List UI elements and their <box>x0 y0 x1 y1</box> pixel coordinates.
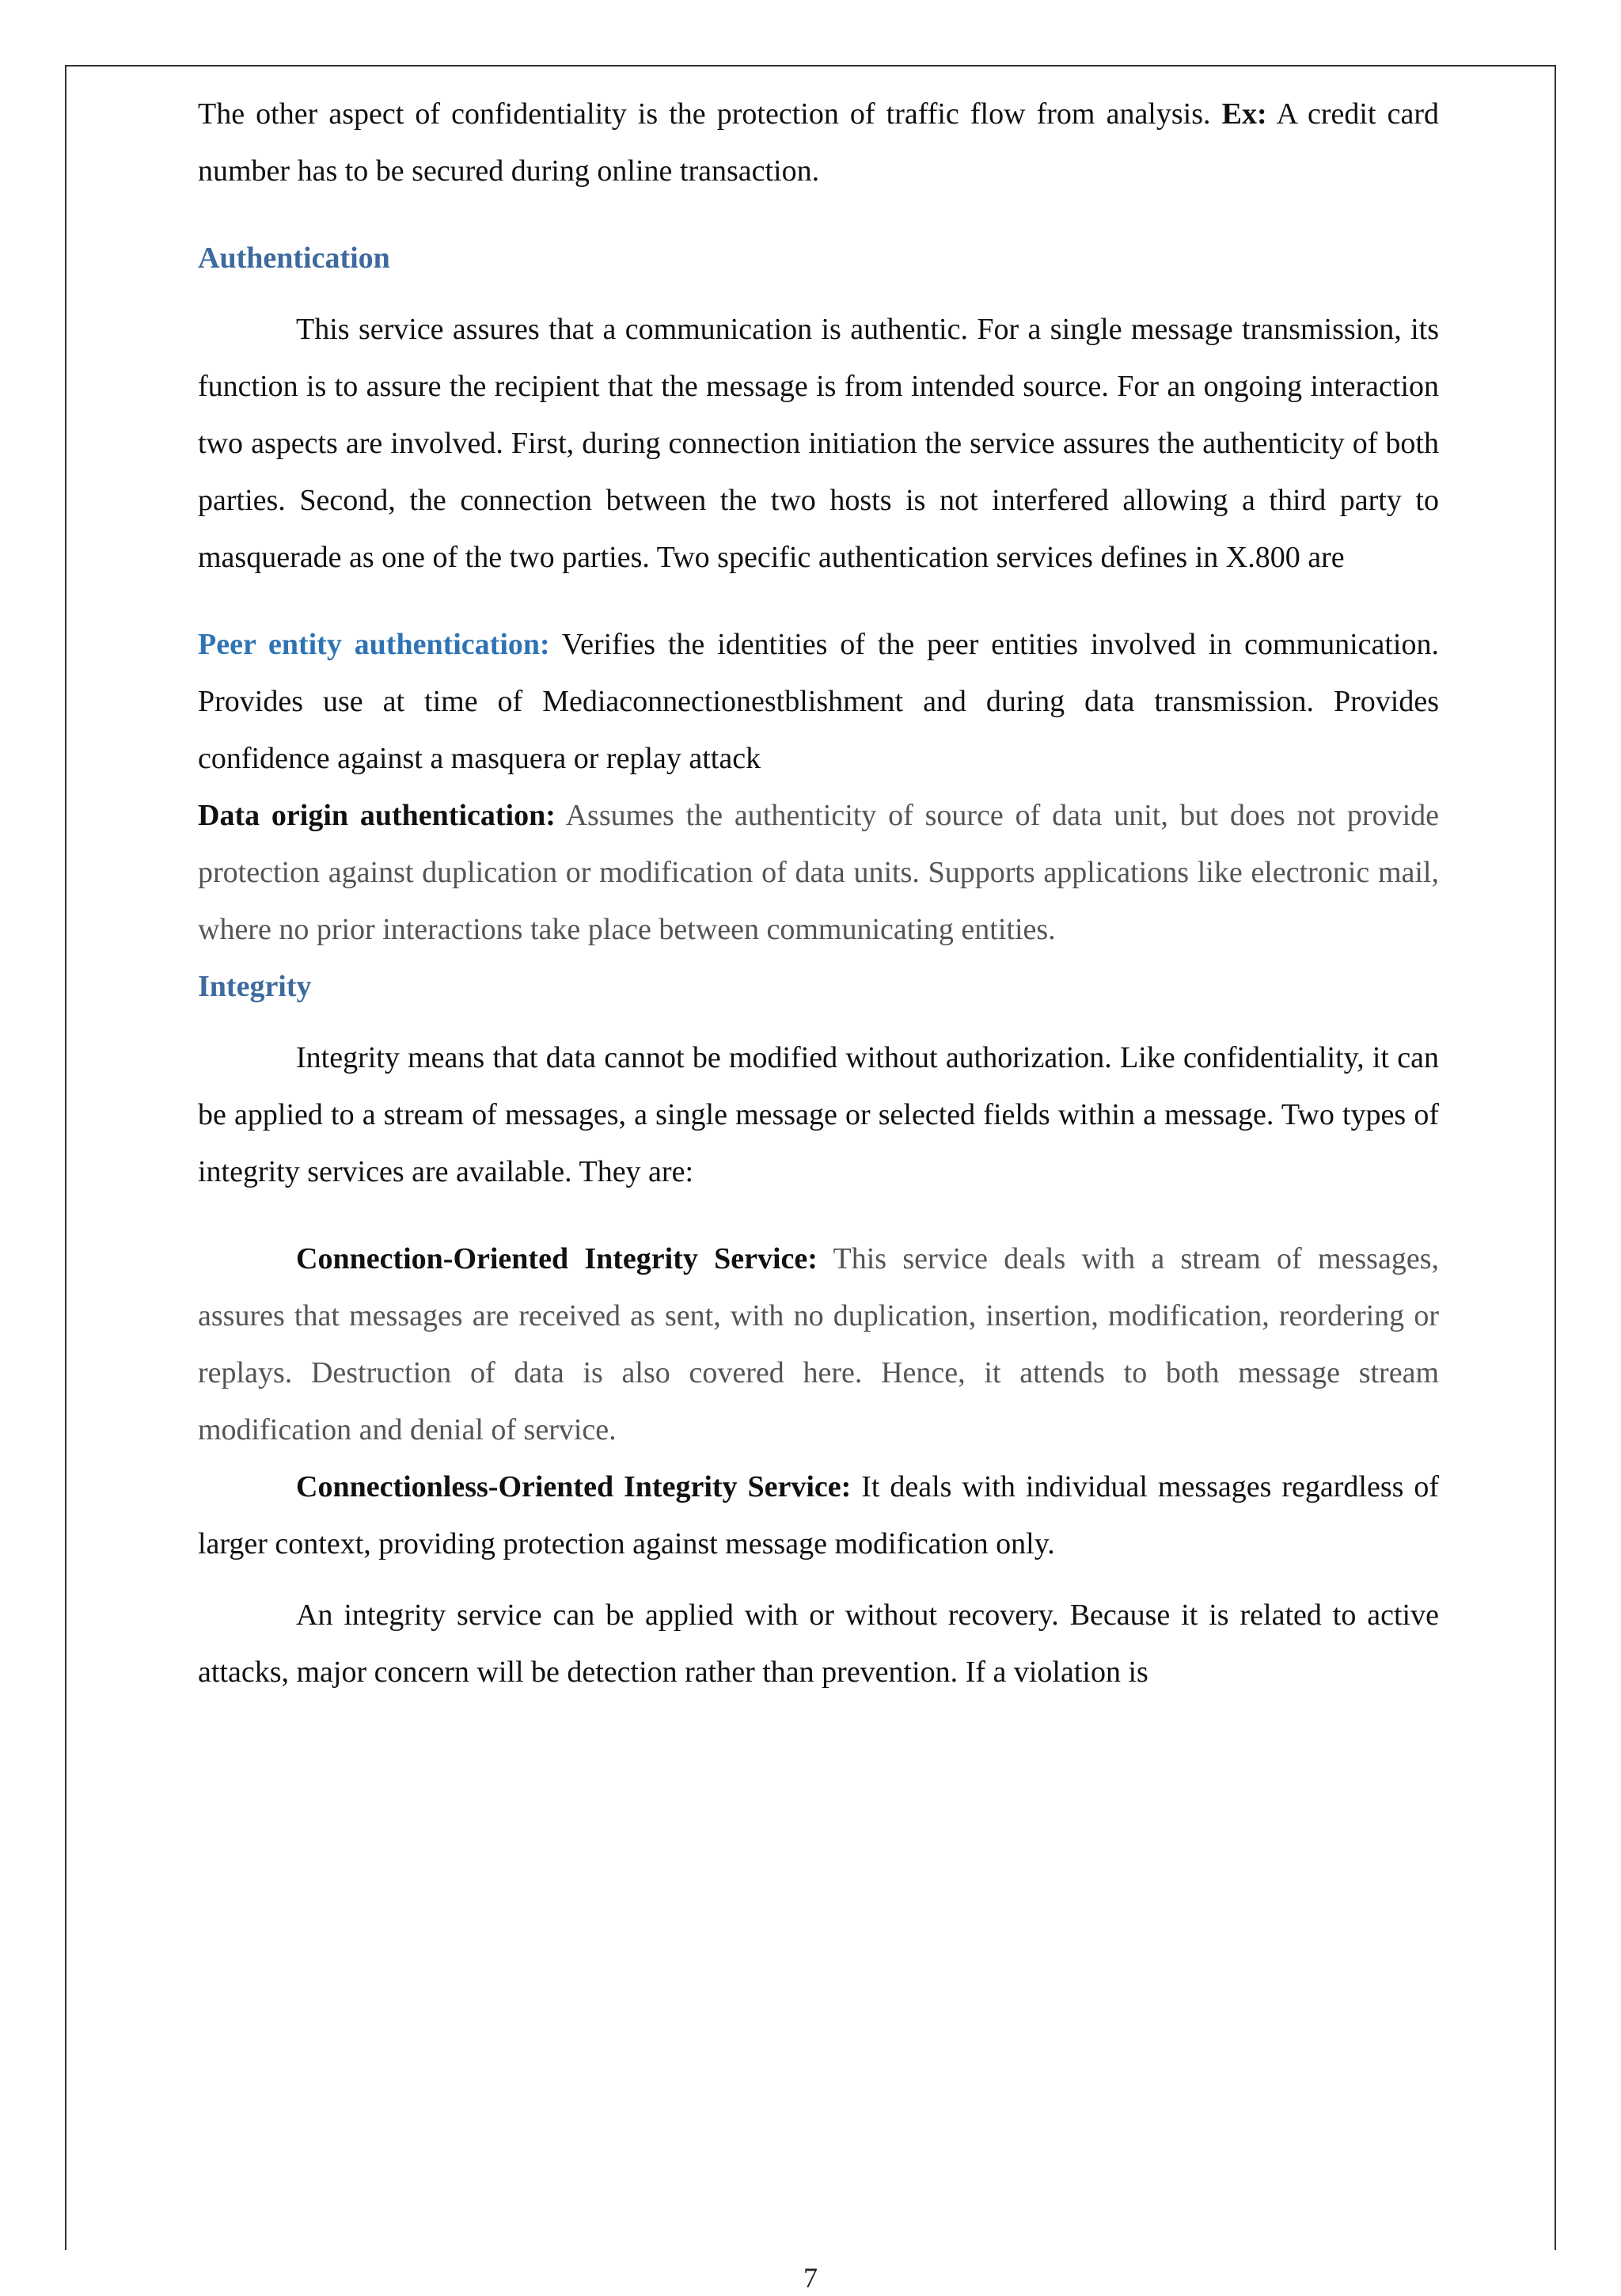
data-origin-label: Data origin authentication: <box>198 799 556 832</box>
paragraph-integrity: Integrity means that data cannot be modified without authorization. Like confidentiality, it can be applied to a stream of messages, a single message or selected fields within a message. Two types of integrity services are available. They are: <box>198 1041 1439 1188</box>
intro-text: The other aspect of confidentiality is the protection of traffic flow from analysis. <box>198 97 1222 131</box>
peer-entity-text: Verifies the identities of the peer entities involved in communication. Provides use at time of Mediaconnectionestblishment and during data transmission. Provides confidence against a masquera or replay attack <box>198 628 1439 775</box>
paragraph-recovery: An integrity service can be applied with or without recovery. Because it is related to active attacks, major concern will be detection rather than prevention. If a violation is <box>198 1598 1439 1689</box>
connectionless-text: It deals with individual messages regardless of larger context, providing protection against message modification only. <box>198 1470 1439 1560</box>
peer-entity-label: Peer entity authentication: <box>198 628 550 661</box>
paragraph-connectionless <box>198 1458 1439 1572</box>
paragraph-data-origin <box>198 787 1439 958</box>
connection-oriented-text: This service deals with a stream of messages, assures that messages are received as sent, with no duplication, insertion, modification, reordering or replays. Destruction of data is also covered here. Hence, it attends to both message stream modification and denial of service. <box>198 1242 1439 1446</box>
page-number: 7 <box>803 2262 818 2294</box>
paragraph-intro <box>198 86 1439 200</box>
data-origin-text: Assumes the authenticity of source of data unit, but does not provide protection against duplication or modification of data units. Supports applications like electronic mail, where no prior interactions take place between communicating entities. <box>198 799 1439 946</box>
heading-authentication: Authentication <box>198 241 390 275</box>
document-body <box>198 86 1439 1701</box>
example-label: Ex: <box>1221 97 1267 131</box>
connection-oriented-label: Connection-Oriented Integrity Service: <box>296 1242 818 1275</box>
paragraph-peer-entity <box>198 616 1439 787</box>
paragraph-connection-oriented <box>198 1230 1439 1458</box>
connectionless-label: Connectionless-Oriented Integrity Service: <box>296 1470 852 1503</box>
heading-integrity: Integrity <box>198 970 312 1003</box>
example-text: A credit card number has to be secured during online transaction. <box>198 97 1440 188</box>
paragraph-authentication: This service assures that a communication is authentic. For a single message transmission, its function is to assure the recipient that the message is from intended source. For an ongoing interaction two aspects are involved. First, during connection initiation the service assures the authenticity of both parties. Second, the connection between the two hosts is not interfered allowing a third party to masquerade as one of the two parties. Two specific authentication services defines in X.800 are <box>198 313 1439 574</box>
